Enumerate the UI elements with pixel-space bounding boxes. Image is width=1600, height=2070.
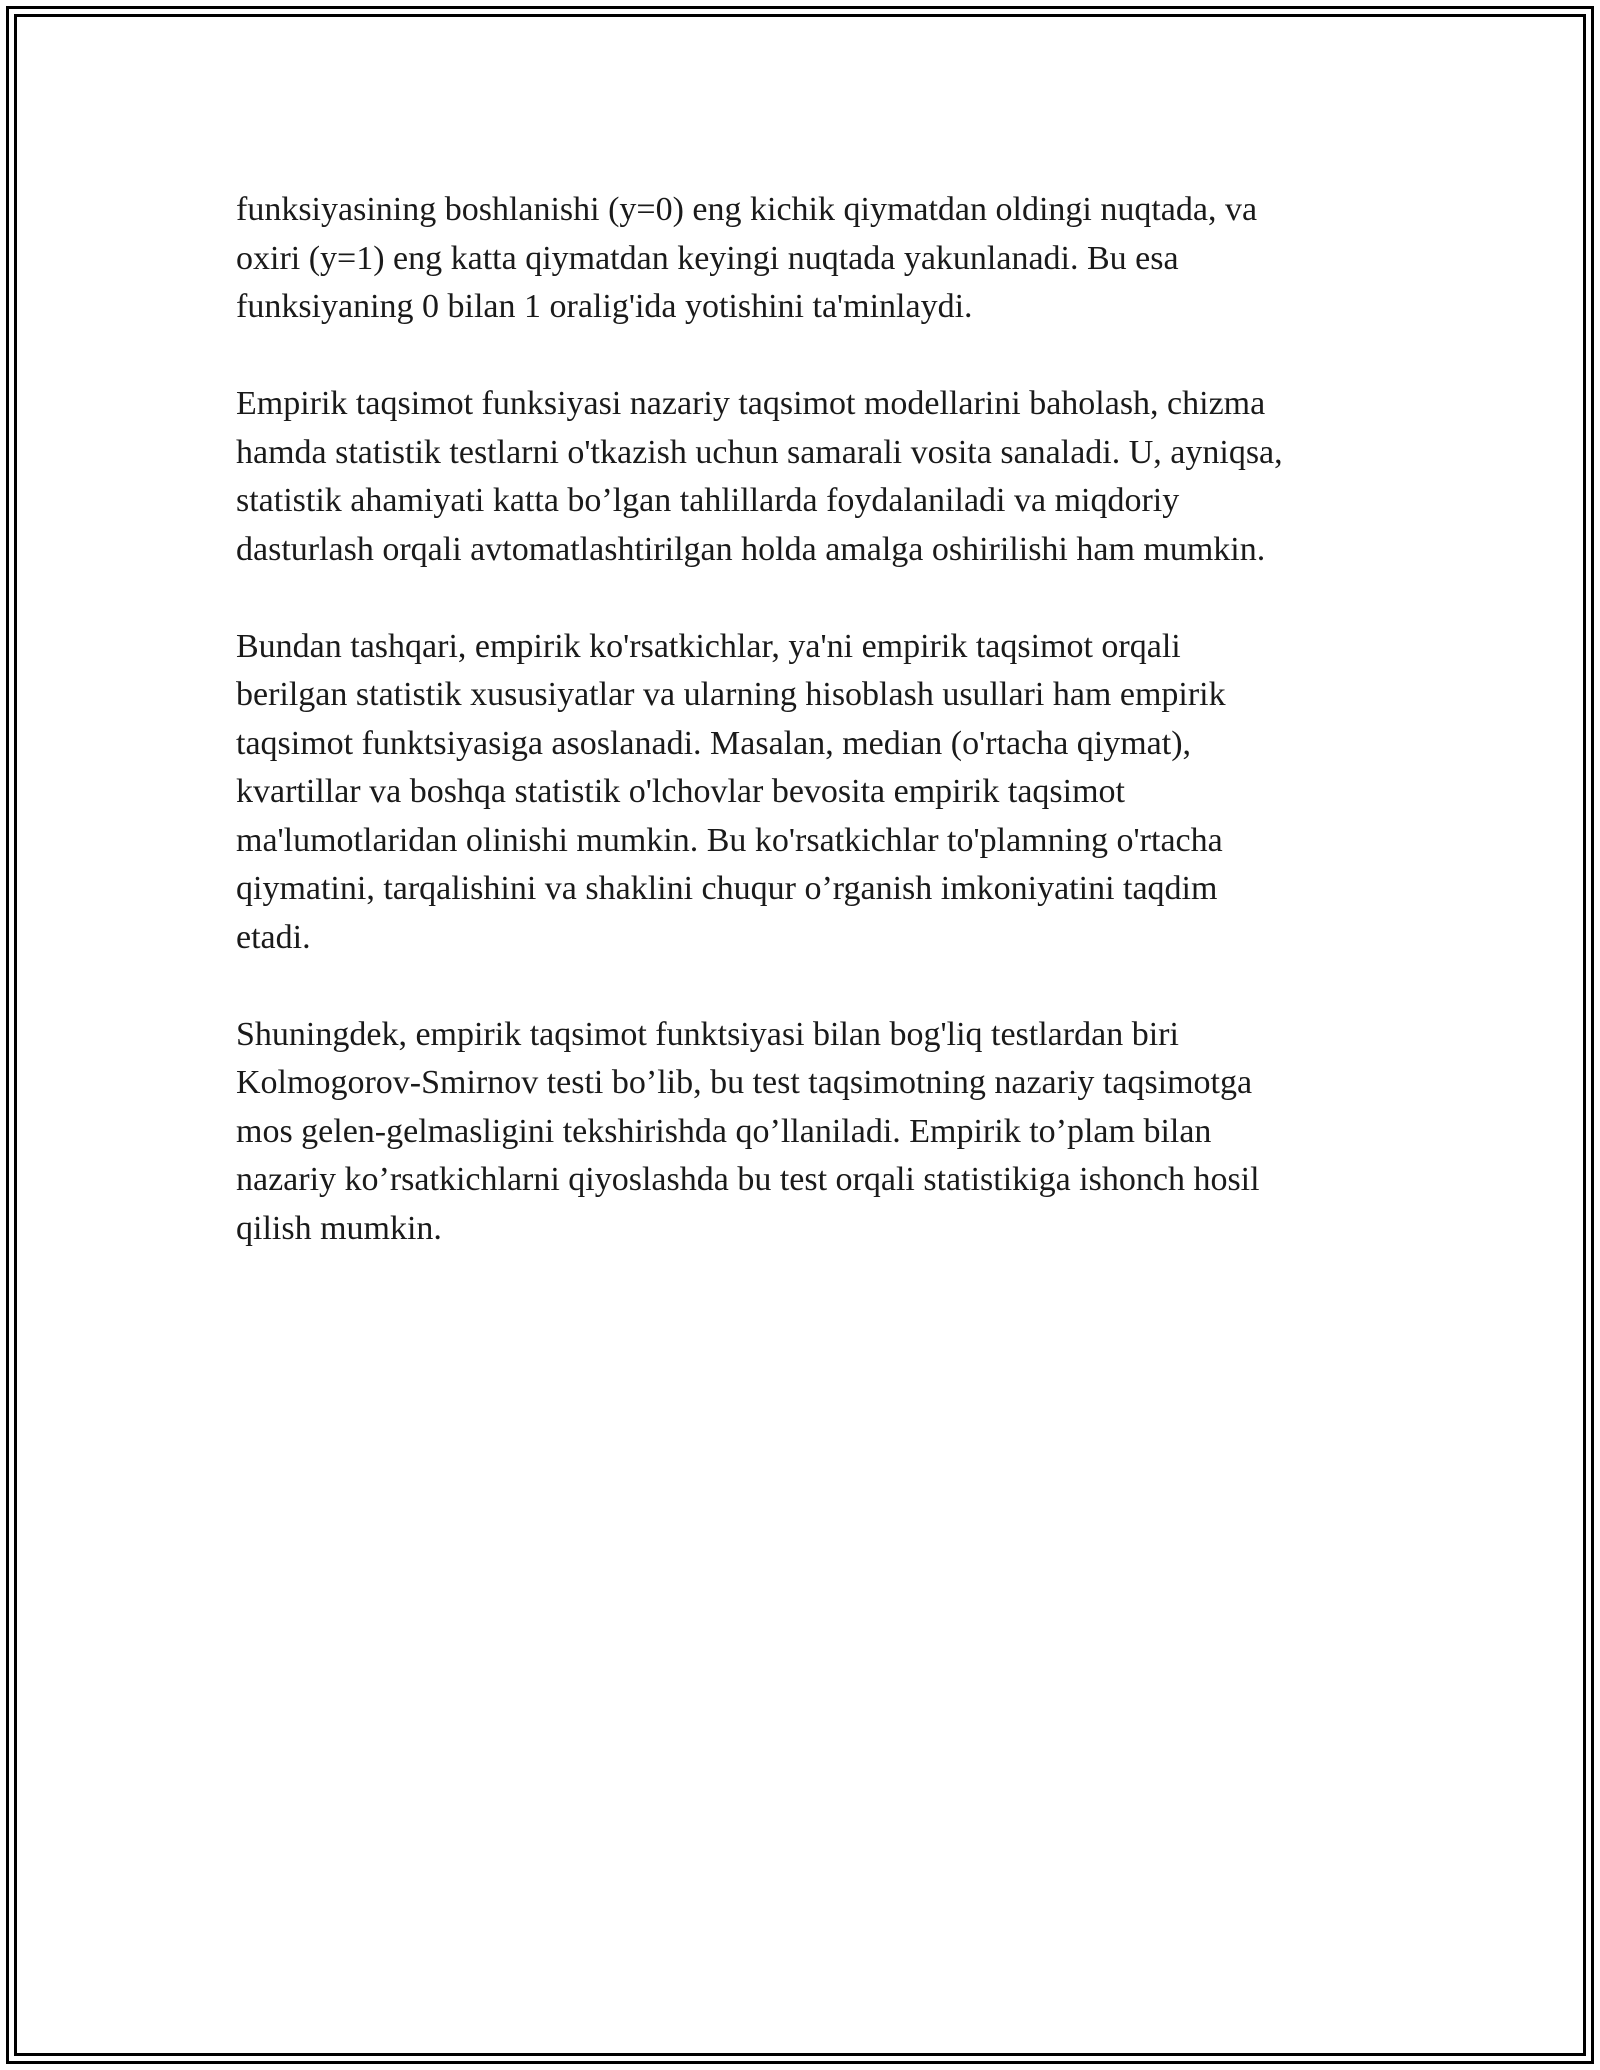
text-line: taqsimot funktsiyasiga asoslanadi. Masalan, median (o'rtacha qiymat), (236, 724, 1192, 762)
paragraph-3 (236, 623, 1376, 963)
text-line: kvartillar va boshqa statistik o'lchovlar bevosita empirik taqsimot (236, 773, 1125, 810)
text-line: hamda statistik testlarni o'tkazish uchun samarali vosita sanaladi. U, ayniqsa, (236, 433, 1283, 471)
paragraph-1 (236, 186, 1376, 332)
text-line: Kolmogorov-Smirnov testi bo’lib, bu test taqsimotning nazariy taqsimotga (236, 1064, 1253, 1101)
text-line: qiymatini, tarqalishini va shaklini chuqur o’rganish imkoniyatini taqdim (236, 870, 1218, 907)
text-line: qilish mumkin. (236, 1209, 442, 1247)
text-line: Empirik taqsimot funksiyasi nazariy taqsimot modellarini baholash, chizma (236, 385, 1266, 422)
text-line: Shuningdek, empirik taqsimot funktsiyasi bilan bog'liq testlardan biri (236, 1015, 1179, 1053)
text-line: funksiyaning 0 bilan 1 oralig'ida yotishini ta'minlaydi. (236, 288, 973, 325)
text-line: statistik ahamiyati katta bo’lgan tahlillarda foydalaniladi va miqdoriy (236, 482, 1180, 519)
text-line: oxiri (y=1) eng katta qiymatdan keyingi nuqtada yakunlanadi. Bu esa (236, 239, 1179, 277)
text-line: ma'lumotlaridan olinishi mumkin. Bu ko'rsatkichlar to'plamning o'rtacha (236, 821, 1223, 859)
text-line: funksiyasining boshlanishi (y=0) eng kichik qiymatdan oldingi nuqtada, va (236, 191, 1258, 228)
text-line: berilgan statistik xususiyatlar va ularning hisoblash usullari ham empirik (236, 676, 1226, 713)
text-line: Bundan tashqari, empirik ko'rsatkichlar, ya'ni empirik taqsimot orqali (236, 627, 1181, 665)
text-line: dasturlash orqali avtomatlashtirilgan holda amalga oshirilishi ham mumkin. (236, 530, 1266, 568)
text-line: mos gelen-gelmasligini tekshirishda qo’llaniladi. Empirik to’plam bilan (236, 1112, 1212, 1150)
document-body (236, 186, 1376, 1302)
text-line: nazariy ko’rsatkichlarni qiyoslashda bu test orqali statistikiga ishonch hosil (236, 1161, 1260, 1198)
text-line: etadi. (236, 918, 311, 956)
paragraph-2 (236, 380, 1376, 574)
paragraph-4 (236, 1011, 1376, 1254)
